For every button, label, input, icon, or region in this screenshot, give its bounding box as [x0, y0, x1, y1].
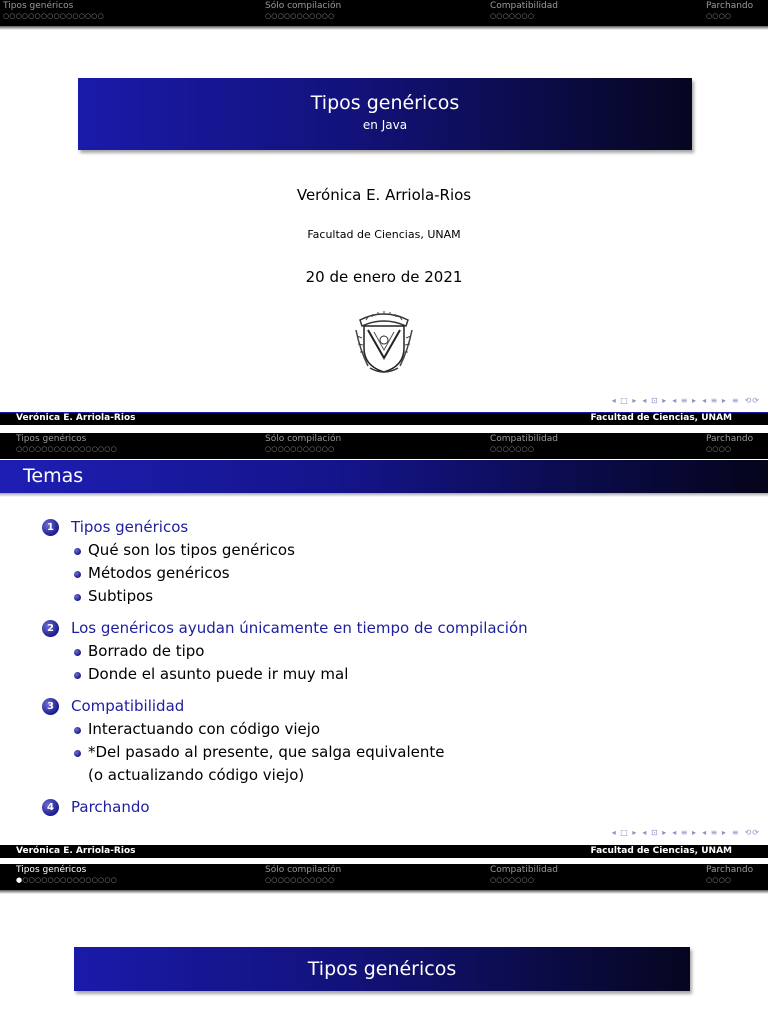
footer-bar-prev — [0, 845, 768, 858]
slide-toc — [0, 412, 768, 845]
nav-section-4[interactable] — [706, 0, 753, 26]
current-frame-dot[interactable]: ● — [16, 876, 23, 884]
nav-section-dots[interactable]: ○○○○○○○○○○○ — [265, 445, 335, 453]
nav-section-3[interactable] — [490, 864, 558, 890]
frame-nav-icon[interactable]: ◂ □ ▸ — [611, 828, 638, 837]
nav-section-title[interactable]: Sólo compilación — [265, 434, 342, 444]
nav-section-title[interactable]: Tipos genéricos — [16, 434, 87, 444]
nav-section-title[interactable]: Parchando — [706, 865, 754, 875]
nav-section-dots[interactable]: ○○○○○○○○○○○ — [265, 12, 335, 20]
nav-section-dots[interactable]: ○○○○ — [706, 876, 732, 884]
slide-title — [0, 0, 768, 412]
toc-subsection-link[interactable]: Qué son los tipos genéricos — [73, 539, 742, 562]
toc-section-4[interactable] — [42, 796, 742, 819]
nav-section-title[interactable]: Parchando — [706, 1, 754, 11]
toc-section-link[interactable]: Los genéricos ayudan únicamente en tiempo de compilación — [71, 619, 528, 637]
unam-logo-icon — [354, 310, 414, 376]
footer-institution: Facultad de Ciencias, UNAM — [590, 413, 732, 423]
footer-bar-prev — [0, 412, 768, 425]
toc-subsection-link[interactable]: Subtipos — [73, 585, 742, 608]
nav-section-dots[interactable]: ○○○○○○○ — [490, 12, 535, 20]
section-nav-icon[interactable]: ◂ ≡ ▸ — [672, 396, 698, 405]
nav-section-title[interactable]: Sólo compilación — [265, 865, 342, 875]
outline-icon[interactable]: ≡ — [731, 828, 740, 837]
slide-section — [0, 845, 768, 1024]
section-title: Tipos genéricos — [307, 958, 457, 980]
beamer-navigation-symbols — [607, 828, 760, 837]
institute-name: Facultad de Ciencias, UNAM — [307, 228, 461, 241]
subsection-nav-icon[interactable]: ◂ ⊡ ▸ — [642, 396, 668, 405]
nav-section-4[interactable] — [706, 864, 753, 890]
presentation-date: 20 de enero de 2021 — [305, 268, 463, 286]
toc-subsection-link[interactable]: Borrado de tipo — [73, 640, 742, 663]
toc-section-link[interactable]: Parchando — [71, 798, 150, 816]
toc-subsection-link[interactable]: Donde el asunto puede ir muy mal — [73, 663, 742, 686]
nav-section-dots[interactable]: ○○○○ — [706, 12, 732, 20]
nav-section-title[interactable]: Compatibilidad — [490, 434, 558, 444]
section-navigation-bar — [0, 433, 768, 459]
nav-section-dots[interactable]: ○○○○ — [706, 445, 732, 453]
nav-section-title[interactable]: Parchando — [706, 434, 754, 444]
frame-title: Temas — [23, 465, 84, 487]
document-nav-icon[interactable]: ◂ ≡ ▸ — [702, 396, 727, 405]
toc-subsection-continuation[interactable]: (o actualizando código viejo) — [88, 766, 305, 784]
beamer-navigation-symbols — [607, 396, 760, 405]
nav-shadow — [0, 26, 768, 30]
frame-title-shadow — [0, 493, 768, 497]
nav-section-dots[interactable]: ○○○○○○○○○○○○○○○○ — [3, 12, 104, 20]
presentation-title: Tipos genéricos — [310, 92, 460, 114]
nav-section-2[interactable] — [265, 864, 341, 890]
search-back-forward-icon[interactable]: ⟲⟳ — [744, 396, 760, 405]
nav-section-3[interactable] — [490, 0, 558, 26]
footer-author: Verónica E. Arriola-Rios — [16, 846, 136, 856]
section-number-ball: 1 — [42, 519, 59, 536]
section-navigation-bar — [0, 864, 768, 890]
nav-section-title[interactable]: Sólo compilación — [265, 1, 342, 11]
nav-section-1[interactable] — [3, 0, 104, 26]
section-title-block — [74, 947, 690, 991]
section-number-ball: 3 — [42, 698, 59, 715]
nav-section-title[interactable]: Tipos genéricos — [16, 865, 87, 875]
outline-icon[interactable]: ≡ — [731, 396, 740, 405]
presentation-subtitle: en Java — [362, 118, 408, 132]
nav-section-1[interactable] — [16, 433, 117, 459]
frame-nav-icon[interactable]: ◂ □ ▸ — [611, 396, 638, 405]
nav-section-4[interactable] — [706, 433, 753, 459]
search-back-forward-icon[interactable]: ⟲⟳ — [744, 828, 760, 837]
section-nav-icon[interactable]: ◂ ≡ ▸ — [672, 828, 698, 837]
section-number-ball: 4 — [42, 799, 59, 816]
toc-section-1[interactable] — [42, 516, 742, 539]
nav-section-dots[interactable]: ○○○○○○○ — [490, 876, 535, 884]
nav-section-title[interactable]: Compatibilidad — [490, 1, 558, 11]
toc-subsection-link[interactable]: Interactuando con código viejo — [73, 718, 742, 741]
nav-section-dots[interactable]: ○○○○○○○○○○○○○○○○ — [16, 445, 117, 453]
subsection-nav-icon[interactable]: ◂ ⊡ ▸ — [642, 828, 668, 837]
footer-author: Verónica E. Arriola-Rios — [16, 413, 136, 423]
footer-institution: Facultad de Ciencias, UNAM — [590, 846, 732, 856]
section-navigation-bar — [0, 0, 768, 26]
section-number-ball: 2 — [42, 620, 59, 637]
nav-section-3[interactable] — [490, 433, 558, 459]
toc-section-link[interactable]: Compatibilidad — [71, 697, 185, 715]
nav-section-2[interactable] — [265, 0, 341, 26]
nav-section-dots[interactable]: ○○○○○○○○○○○○○○○ — [22, 876, 117, 884]
toc-subsection-link[interactable]: Métodos genéricos — [73, 562, 742, 585]
nav-shadow — [0, 890, 768, 894]
toc-section-link[interactable]: Tipos genéricos — [71, 518, 189, 536]
frame-title-bar — [0, 460, 768, 493]
author-name: Verónica E. Arriola-Rios — [296, 186, 472, 204]
document-nav-icon[interactable]: ◂ ≡ ▸ — [702, 828, 727, 837]
toc-subsection-link[interactable]: *Del pasado al presente, que salga equivalente — [73, 741, 742, 764]
nav-section-title[interactable]: Compatibilidad — [490, 865, 558, 875]
nav-section-2[interactable] — [265, 433, 341, 459]
nav-section-dots[interactable]: ○○○○○○○ — [490, 445, 535, 453]
nav-section-dots[interactable]: ○○○○○○○○○○○ — [265, 876, 335, 884]
nav-section-1[interactable] — [16, 864, 117, 890]
title-block — [78, 78, 692, 150]
toc-section-2[interactable] — [42, 617, 742, 640]
nav-section-title[interactable]: Tipos genéricos — [3, 1, 74, 11]
toc-section-3[interactable] — [42, 695, 742, 718]
table-of-contents — [42, 516, 742, 819]
